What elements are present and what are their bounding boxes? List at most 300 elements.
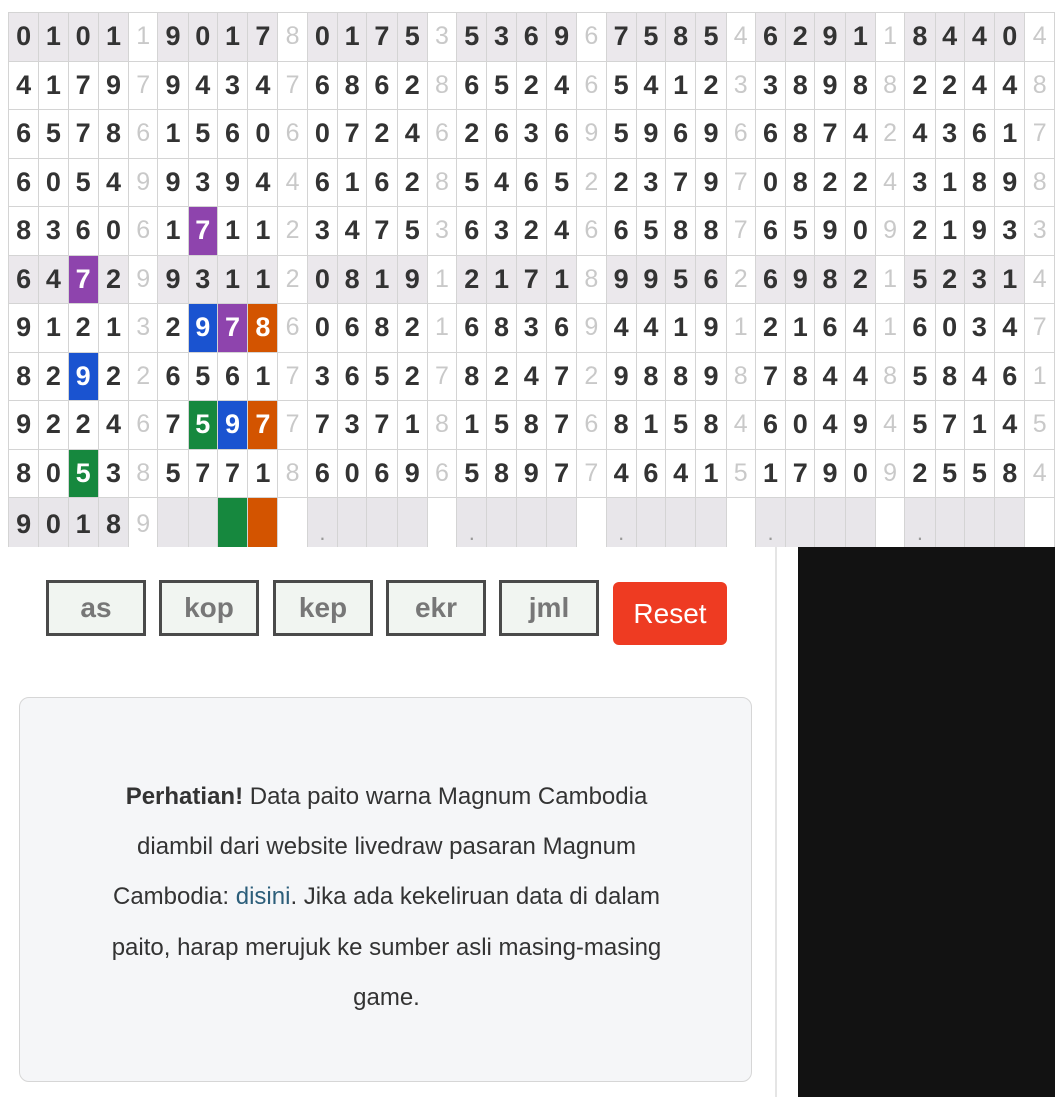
digit-cell: 7 bbox=[248, 401, 278, 450]
digit-cell: 4 bbox=[964, 61, 994, 110]
separator-cell: 7 bbox=[726, 158, 755, 207]
digit-cell: 0 bbox=[845, 449, 875, 498]
digit-cell: 0 bbox=[307, 13, 337, 62]
digit-cell: 3 bbox=[188, 255, 217, 304]
digit-cell: 4 bbox=[606, 449, 636, 498]
separator-cell: 1 bbox=[875, 255, 904, 304]
digit-cell: 0 bbox=[98, 207, 128, 256]
digit-cell: . bbox=[307, 498, 337, 548]
digit-cell bbox=[696, 498, 726, 548]
separator-cell: 1 bbox=[875, 13, 904, 62]
digit-cell: 6 bbox=[755, 13, 785, 62]
digit-cell: 2 bbox=[397, 352, 427, 401]
digit-cell bbox=[188, 498, 217, 548]
digit-cell: 8 bbox=[786, 158, 815, 207]
separator-cell: 2 bbox=[875, 110, 904, 159]
digit-cell: 0 bbox=[68, 13, 98, 62]
digit-cell: 2 bbox=[158, 304, 188, 353]
digit-cell: 8 bbox=[338, 255, 367, 304]
digit-cell: 6 bbox=[606, 207, 636, 256]
digit-cell: 4 bbox=[964, 352, 994, 401]
digit-cell: 9 bbox=[158, 61, 188, 110]
paito-row bbox=[9, 449, 1055, 498]
digit-cell: 9 bbox=[98, 61, 128, 110]
digit-cell: 8 bbox=[9, 207, 39, 256]
digit-cell: 8 bbox=[905, 13, 935, 62]
separator-cell: 6 bbox=[577, 61, 606, 110]
paito-row bbox=[9, 158, 1055, 207]
digit-cell: 5 bbox=[68, 449, 98, 498]
digit-cell: 8 bbox=[98, 498, 128, 548]
digit-cell: 4 bbox=[636, 304, 665, 353]
digit-cell: 5 bbox=[546, 158, 576, 207]
jml-button[interactable]: jml bbox=[499, 580, 599, 636]
digit-cell: 5 bbox=[935, 449, 964, 498]
digit-cell: 0 bbox=[786, 401, 815, 450]
separator-cell: 3 bbox=[427, 13, 456, 62]
digit-cell: 4 bbox=[995, 304, 1025, 353]
digit-cell: 3 bbox=[487, 207, 516, 256]
separator-cell: 2 bbox=[278, 255, 307, 304]
separator-cell bbox=[726, 498, 755, 548]
digit-cell: 9 bbox=[696, 304, 726, 353]
digit-cell: 3 bbox=[307, 352, 337, 401]
digit-cell: 3 bbox=[905, 158, 935, 207]
digit-cell: 6 bbox=[546, 304, 576, 353]
separator-cell: 7 bbox=[278, 352, 307, 401]
digit-cell: 1 bbox=[367, 255, 397, 304]
digit-cell: 3 bbox=[755, 61, 785, 110]
digit-cell: 8 bbox=[98, 110, 128, 159]
digit-cell bbox=[397, 498, 427, 548]
digit-cell: 8 bbox=[786, 61, 815, 110]
digit-cell: 7 bbox=[666, 158, 696, 207]
digit-cell: 4 bbox=[935, 13, 964, 62]
notice-heading: Perhatian! bbox=[125, 783, 244, 810]
digit-cell: 4 bbox=[248, 61, 278, 110]
digit-cell: 9 bbox=[815, 207, 845, 256]
separator-cell: 8 bbox=[1025, 61, 1055, 110]
separator-cell: 6 bbox=[129, 401, 158, 450]
separator-cell: 9 bbox=[875, 449, 904, 498]
digit-cell: 6 bbox=[367, 449, 397, 498]
digit-cell: 5 bbox=[666, 255, 696, 304]
digit-cell: 3 bbox=[935, 110, 964, 159]
paito-row bbox=[9, 352, 1055, 401]
digit-cell: 8 bbox=[338, 61, 367, 110]
separator-cell: 5 bbox=[726, 449, 755, 498]
digit-cell: 3 bbox=[995, 207, 1025, 256]
paito-row bbox=[9, 498, 1055, 548]
digit-cell: 9 bbox=[9, 304, 39, 353]
digit-cell: 0 bbox=[935, 304, 964, 353]
digit-cell: 0 bbox=[307, 110, 337, 159]
separator-cell: 2 bbox=[577, 158, 606, 207]
notice-box bbox=[19, 697, 752, 1082]
digit-cell: 6 bbox=[338, 304, 367, 353]
separator-cell: 5 bbox=[1025, 401, 1055, 450]
digit-cell bbox=[217, 498, 247, 548]
digit-cell: 1 bbox=[786, 304, 815, 353]
digit-cell: 2 bbox=[487, 352, 516, 401]
separator-cell: 4 bbox=[1025, 449, 1055, 498]
separator-cell: 4 bbox=[1025, 13, 1055, 62]
digit-cell: 5 bbox=[188, 352, 217, 401]
digit-cell: 4 bbox=[815, 401, 845, 450]
digit-cell: 4 bbox=[188, 61, 217, 110]
notice-text-1: Data paito warna Magnum Cambodia diambil dari website livedraw pasaran Magnum Cambodia: bbox=[113, 783, 648, 911]
digit-cell: 5 bbox=[905, 255, 935, 304]
separator-cell: 4 bbox=[1025, 255, 1055, 304]
digit-cell: 3 bbox=[98, 449, 128, 498]
separator-cell: 8 bbox=[427, 61, 456, 110]
digit-cell: 2 bbox=[397, 61, 427, 110]
separator-cell: 9 bbox=[129, 255, 158, 304]
digit-cell: 9 bbox=[696, 158, 726, 207]
digit-cell: 8 bbox=[935, 352, 964, 401]
digit-cell: 4 bbox=[546, 61, 576, 110]
digit-cell bbox=[935, 498, 964, 548]
digit-cell: 3 bbox=[636, 158, 665, 207]
paito-row bbox=[9, 401, 1055, 450]
digit-cell: 1 bbox=[546, 255, 576, 304]
separator-cell: 7 bbox=[726, 207, 755, 256]
digit-cell bbox=[516, 498, 546, 548]
digit-cell: 5 bbox=[606, 110, 636, 159]
digit-cell: 2 bbox=[397, 304, 427, 353]
separator-cell bbox=[427, 498, 456, 548]
digit-cell: 1 bbox=[39, 304, 68, 353]
notice-text-2: . Jika ada kekeliruan data di dalam paito, harap merujuk ke sumber asli masing-masing game. bbox=[111, 883, 662, 1011]
digit-cell: . bbox=[606, 498, 636, 548]
digit-cell: 6 bbox=[995, 352, 1025, 401]
source-link[interactable]: disini bbox=[235, 883, 291, 911]
digit-cell: 4 bbox=[636, 61, 665, 110]
digit-cell: 7 bbox=[935, 401, 964, 450]
digit-cell: 8 bbox=[696, 207, 726, 256]
separator-cell: 1 bbox=[129, 13, 158, 62]
digit-cell: 7 bbox=[68, 255, 98, 304]
digit-cell: 5 bbox=[367, 352, 397, 401]
digit-cell: 5 bbox=[188, 110, 217, 159]
separator-cell: 7 bbox=[1025, 304, 1055, 353]
digit-cell: 6 bbox=[457, 207, 487, 256]
digit-cell: 7 bbox=[755, 352, 785, 401]
digit-cell: 2 bbox=[815, 158, 845, 207]
ekr-button[interactable]: ekr bbox=[386, 580, 486, 636]
digit-cell: 1 bbox=[68, 498, 98, 548]
separator-cell: 6 bbox=[577, 401, 606, 450]
digit-cell: 0 bbox=[307, 255, 337, 304]
digit-cell: 4 bbox=[606, 304, 636, 353]
digit-cell: 3 bbox=[516, 304, 546, 353]
digit-cell: 9 bbox=[516, 449, 546, 498]
digit-cell: 2 bbox=[786, 13, 815, 62]
digit-cell: 7 bbox=[307, 401, 337, 450]
digit-cell: 5 bbox=[457, 158, 487, 207]
digit-cell: 2 bbox=[68, 401, 98, 450]
digit-cell: 6 bbox=[516, 13, 546, 62]
digit-cell: 5 bbox=[606, 61, 636, 110]
digit-cell: 2 bbox=[39, 401, 68, 450]
digit-cell: 1 bbox=[755, 449, 785, 498]
digit-cell: 6 bbox=[696, 255, 726, 304]
digit-cell: 6 bbox=[338, 352, 367, 401]
digit-cell: 0 bbox=[248, 110, 278, 159]
digit-cell: 1 bbox=[457, 401, 487, 450]
digit-cell: 2 bbox=[39, 352, 68, 401]
column-filter-bar bbox=[46, 580, 746, 646]
paito-row bbox=[9, 110, 1055, 159]
digit-cell: 9 bbox=[68, 352, 98, 401]
digit-cell: 8 bbox=[606, 401, 636, 450]
digit-cell bbox=[815, 498, 845, 548]
digit-cell: 9 bbox=[815, 13, 845, 62]
digit-cell: 6 bbox=[755, 110, 785, 159]
digit-cell: 1 bbox=[666, 304, 696, 353]
digit-cell: 1 bbox=[995, 110, 1025, 159]
digit-cell: 2 bbox=[516, 61, 546, 110]
digit-cell: 1 bbox=[995, 255, 1025, 304]
digit-cell bbox=[367, 498, 397, 548]
digit-cell: 6 bbox=[755, 207, 785, 256]
digit-cell: 4 bbox=[964, 13, 994, 62]
digit-cell: 2 bbox=[516, 207, 546, 256]
separator-cell: 6 bbox=[129, 110, 158, 159]
digit-cell: 8 bbox=[666, 352, 696, 401]
separator-cell: 7 bbox=[129, 61, 158, 110]
digit-cell: 7 bbox=[367, 207, 397, 256]
digit-cell: 4 bbox=[39, 255, 68, 304]
separator-cell: 2 bbox=[129, 352, 158, 401]
digit-cell: 5 bbox=[457, 13, 487, 62]
digit-cell: 3 bbox=[217, 61, 247, 110]
digit-cell: 8 bbox=[367, 304, 397, 353]
reset-button[interactable]: Reset bbox=[613, 582, 727, 645]
separator-cell: 8 bbox=[278, 449, 307, 498]
digit-cell: 9 bbox=[546, 13, 576, 62]
digit-cell: 6 bbox=[367, 61, 397, 110]
digit-cell: 5 bbox=[397, 207, 427, 256]
digit-cell: 1 bbox=[217, 255, 247, 304]
digit-cell: 5 bbox=[636, 13, 665, 62]
digit-cell: 5 bbox=[487, 61, 516, 110]
digit-cell: 6 bbox=[158, 352, 188, 401]
digit-cell: 8 bbox=[457, 352, 487, 401]
digit-cell: 8 bbox=[786, 352, 815, 401]
digit-cell: 9 bbox=[158, 13, 188, 62]
digit-cell: 1 bbox=[248, 449, 278, 498]
digit-cell: 1 bbox=[935, 158, 964, 207]
digit-cell: 5 bbox=[696, 13, 726, 62]
kop-button[interactable]: kop bbox=[159, 580, 259, 636]
digit-cell: 7 bbox=[158, 401, 188, 450]
digit-cell: 6 bbox=[487, 110, 516, 159]
digit-cell: . bbox=[905, 498, 935, 548]
column-divider bbox=[775, 547, 777, 1097]
digit-cell: 9 bbox=[217, 401, 247, 450]
digit-cell: 8 bbox=[696, 401, 726, 450]
separator-cell: 8 bbox=[427, 401, 456, 450]
separator-cell: 8 bbox=[427, 158, 456, 207]
separator-cell: 9 bbox=[129, 498, 158, 548]
paito-row bbox=[9, 61, 1055, 110]
digit-cell: 5 bbox=[68, 158, 98, 207]
paito-row bbox=[9, 207, 1055, 256]
digit-cell: 4 bbox=[845, 304, 875, 353]
digit-cell: 5 bbox=[666, 401, 696, 450]
separator-cell bbox=[278, 498, 307, 548]
digit-cell: 6 bbox=[457, 61, 487, 110]
separator-cell: 8 bbox=[278, 13, 307, 62]
digit-cell: 5 bbox=[158, 449, 188, 498]
digit-cell: 5 bbox=[397, 13, 427, 62]
paito-table bbox=[8, 12, 1055, 547]
digit-cell: 8 bbox=[845, 61, 875, 110]
digit-cell: 6 bbox=[307, 158, 337, 207]
separator-cell: 3 bbox=[1025, 207, 1055, 256]
digit-cell: 0 bbox=[307, 304, 337, 353]
digit-cell: 1 bbox=[39, 13, 68, 62]
digit-cell: 4 bbox=[905, 110, 935, 159]
digit-cell: 3 bbox=[307, 207, 337, 256]
digit-cell: 5 bbox=[964, 449, 994, 498]
separator-cell: 9 bbox=[875, 207, 904, 256]
digit-cell bbox=[158, 498, 188, 548]
digit-cell: 8 bbox=[9, 449, 39, 498]
digit-cell: 1 bbox=[397, 401, 427, 450]
digit-cell: 9 bbox=[397, 255, 427, 304]
digit-cell: 9 bbox=[696, 352, 726, 401]
digit-cell bbox=[995, 498, 1025, 548]
digit-cell: 5 bbox=[487, 401, 516, 450]
digit-cell: 4 bbox=[487, 158, 516, 207]
digit-cell: 5 bbox=[636, 207, 665, 256]
separator-cell: 3 bbox=[726, 61, 755, 110]
digit-cell: 1 bbox=[39, 61, 68, 110]
separator-cell: 6 bbox=[577, 13, 606, 62]
digit-cell: 8 bbox=[636, 352, 665, 401]
kep-button[interactable]: kep bbox=[273, 580, 373, 636]
digit-cell: 1 bbox=[935, 207, 964, 256]
digit-cell: . bbox=[755, 498, 785, 548]
digit-cell: 1 bbox=[338, 13, 367, 62]
separator-cell: 4 bbox=[875, 401, 904, 450]
digit-cell: 2 bbox=[696, 61, 726, 110]
separator-cell: 7 bbox=[278, 401, 307, 450]
digit-cell: 3 bbox=[39, 207, 68, 256]
digit-cell: 7 bbox=[367, 401, 397, 450]
separator-cell: 8 bbox=[726, 352, 755, 401]
digit-cell: 9 bbox=[606, 352, 636, 401]
digit-cell bbox=[636, 498, 665, 548]
paito-grid bbox=[8, 0, 1055, 547]
digit-cell: 1 bbox=[217, 13, 247, 62]
digit-cell: 0 bbox=[995, 13, 1025, 62]
digit-cell: 7 bbox=[68, 110, 98, 159]
separator-cell: 7 bbox=[278, 61, 307, 110]
digit-cell: 2 bbox=[755, 304, 785, 353]
separator-cell: 8 bbox=[129, 449, 158, 498]
separator-cell: 3 bbox=[129, 304, 158, 353]
digit-cell: 7 bbox=[217, 449, 247, 498]
digit-cell: 6 bbox=[9, 158, 39, 207]
digit-cell: 2 bbox=[397, 158, 427, 207]
digit-cell: 1 bbox=[487, 255, 516, 304]
digit-cell: 0 bbox=[39, 158, 68, 207]
digit-cell: 9 bbox=[188, 304, 217, 353]
digit-cell: 1 bbox=[158, 207, 188, 256]
digit-cell: 6 bbox=[307, 61, 337, 110]
digit-cell: 7 bbox=[546, 449, 576, 498]
digit-cell: 9 bbox=[9, 498, 39, 548]
digit-cell: 1 bbox=[666, 61, 696, 110]
digit-cell: 8 bbox=[9, 352, 39, 401]
separator-cell: 6 bbox=[129, 207, 158, 256]
digit-cell: 8 bbox=[815, 255, 845, 304]
digit-cell: 5 bbox=[188, 401, 217, 450]
digit-cell: 6 bbox=[457, 304, 487, 353]
separator-cell: 2 bbox=[278, 207, 307, 256]
digit-cell: 8 bbox=[964, 158, 994, 207]
separator-cell: 6 bbox=[278, 304, 307, 353]
digit-cell: 2 bbox=[98, 255, 128, 304]
digit-cell: 6 bbox=[815, 304, 845, 353]
digit-cell: 6 bbox=[516, 158, 546, 207]
digit-cell: 5 bbox=[457, 449, 487, 498]
digit-cell: 6 bbox=[9, 110, 39, 159]
digit-cell: 6 bbox=[755, 255, 785, 304]
digit-cell: 4 bbox=[666, 449, 696, 498]
digit-cell: 7 bbox=[367, 13, 397, 62]
digit-cell: 6 bbox=[666, 110, 696, 159]
digit-cell: 2 bbox=[367, 110, 397, 159]
digit-cell: 1 bbox=[964, 401, 994, 450]
digit-cell: 2 bbox=[845, 158, 875, 207]
digit-cell: 0 bbox=[39, 498, 68, 548]
digit-cell: 3 bbox=[516, 110, 546, 159]
digit-cell: 5 bbox=[905, 352, 935, 401]
separator-cell bbox=[577, 498, 606, 548]
digit-cell: 4 bbox=[248, 158, 278, 207]
digit-cell: 6 bbox=[68, 207, 98, 256]
separator-cell: 1 bbox=[1025, 352, 1055, 401]
separator-cell: 8 bbox=[577, 255, 606, 304]
separator-cell: 4 bbox=[726, 401, 755, 450]
digit-cell: 8 bbox=[487, 449, 516, 498]
digit-cell: 8 bbox=[516, 401, 546, 450]
digit-cell: 4 bbox=[995, 61, 1025, 110]
digit-cell bbox=[546, 498, 576, 548]
notice-text bbox=[90, 772, 683, 1023]
separator-cell: 6 bbox=[278, 110, 307, 159]
digit-cell: 4 bbox=[338, 207, 367, 256]
digit-cell: 9 bbox=[786, 255, 815, 304]
digit-cell: 0 bbox=[188, 13, 217, 62]
digit-cell: 6 bbox=[307, 449, 337, 498]
digit-cell: 0 bbox=[755, 158, 785, 207]
digit-cell: 6 bbox=[367, 158, 397, 207]
digit-cell: 2 bbox=[606, 158, 636, 207]
separator-cell bbox=[1025, 498, 1055, 548]
as-button[interactable]: as bbox=[46, 580, 146, 636]
digit-cell: 4 bbox=[9, 61, 39, 110]
digit-cell bbox=[487, 498, 516, 548]
digit-cell: 7 bbox=[68, 61, 98, 110]
digit-cell: 7 bbox=[188, 449, 217, 498]
digit-cell: 4 bbox=[546, 207, 576, 256]
digit-cell bbox=[845, 498, 875, 548]
